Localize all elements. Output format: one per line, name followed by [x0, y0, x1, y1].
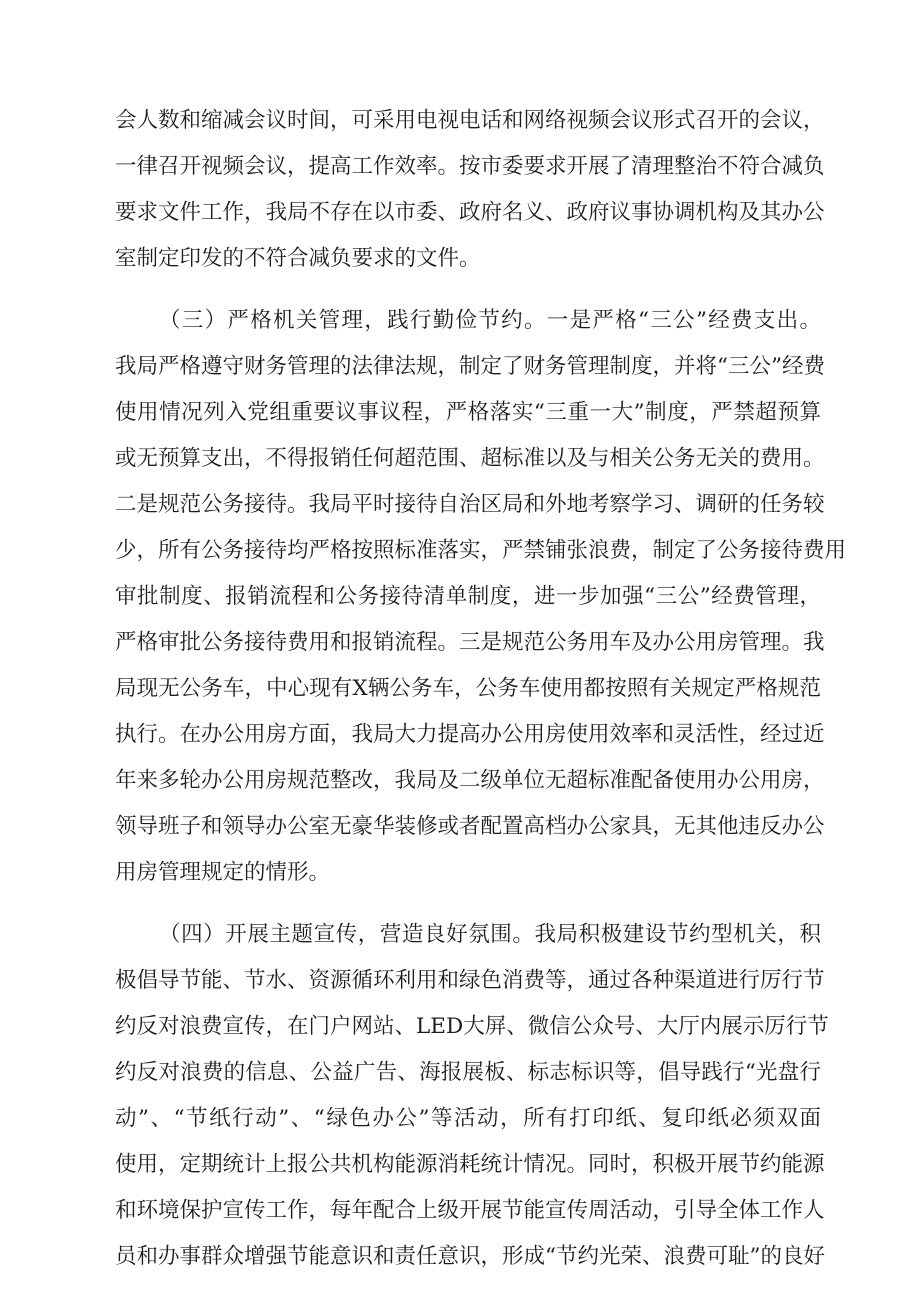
- text-line: 使用，定期统计上报公共机构能源消耗统计情况。同时，积极开展节约能源: [115, 1152, 825, 1177]
- text-line: 局现无公务车，中心现有X辆公务车，公务车使用都按照有关规定严格规范: [115, 676, 821, 701]
- paragraph-office-management: [115, 298, 847, 896]
- text-line: 会人数和缩减会议时间，可采用电视电话和网络视频会议形式召开的会议，: [115, 108, 825, 133]
- text-line: 要求文件工作，我局不存在以市委、政府名义、政府议事协调机构及其办公: [115, 200, 825, 225]
- text-line: 我局严格遵守财务管理的法律法规，制定了财务管理制度，并将“三公”经费: [115, 354, 825, 379]
- text-line: 动”、“节纸行动”、“绿色办公”等活动，所有打印纸、复印纸必须双面: [115, 1106, 821, 1131]
- text-line: 审批制度、报销流程和公务接待清单制度，进一步加强“三公”经费管理，: [115, 584, 821, 609]
- text-line: 约反对浪费的信息、公益广告、海报展板、标志标识等，倡导践行“光盘行: [115, 1060, 821, 1085]
- text-line: 员和办事群众增强节能意识和责任意识，形成“节约光荣、浪费可耻”的良好: [115, 1244, 825, 1269]
- text-line: 使用情况列入党组重要议事议程，严格落实“三重一大”制度，严禁超预算: [115, 400, 821, 425]
- text-line: 或无预算支出，不得报销任何超范围、超标准以及与相关公务无关的费用。: [115, 446, 825, 471]
- text-line: 领导班子和领导办公室无豪华装修或者配置高档办公家具，无其他违反办公: [115, 814, 825, 839]
- text-line: 约反对浪费宣传，在门户网站、LED大屏、微信公众号、大厅内展示厉行节: [115, 1014, 829, 1039]
- text-line: 和环境保护宣传工作，每年配合上级开展节能宣传周活动，引导全体工作人: [115, 1198, 825, 1223]
- section-heading-line: （四）开展主题宣传，营造良好氛围。我局积极建设节约型机关，积: [159, 922, 821, 947]
- paragraph-theme-publicity: [115, 912, 829, 1280]
- section-heading-line: （三）严格机关管理，践行勤俭节约。一是严格“三公”经费支出。: [159, 308, 821, 333]
- text-line: 年来多轮办公用房规范整改，我局及二级单位无超标准配备使用办公用房，: [115, 768, 825, 793]
- text-line: 极倡导节能、节水、资源循环利用和绿色消费等，通过各种渠道进行厉行节: [115, 968, 825, 993]
- text-line: 严格审批公务接待费用和报销流程。三是规范公务用车及办公用房管理。我: [115, 630, 825, 655]
- text-line: 用房管理规定的情形。: [115, 860, 331, 885]
- document-body: [115, 98, 847, 1280]
- text-line: 执行。在办公用房方面，我局大力提高办公用房使用效率和灵活性，经过近: [115, 722, 825, 747]
- text-line: 一律召开视频会议，提高工作效率。按市委要求开展了清理整治不符合减负: [115, 154, 825, 179]
- paragraph-meeting-reduction: [115, 98, 825, 282]
- text-line: 少，所有公务接待均严格按照标准落实，严禁铺张浪费，制定了公务接待费用: [115, 538, 847, 563]
- text-line: 室制定印发的不符合减负要求的文件。: [115, 246, 481, 271]
- text-line: 二是规范公务接待。我局平时接待自治区局和外地考察学习、调研的任务较: [115, 492, 825, 517]
